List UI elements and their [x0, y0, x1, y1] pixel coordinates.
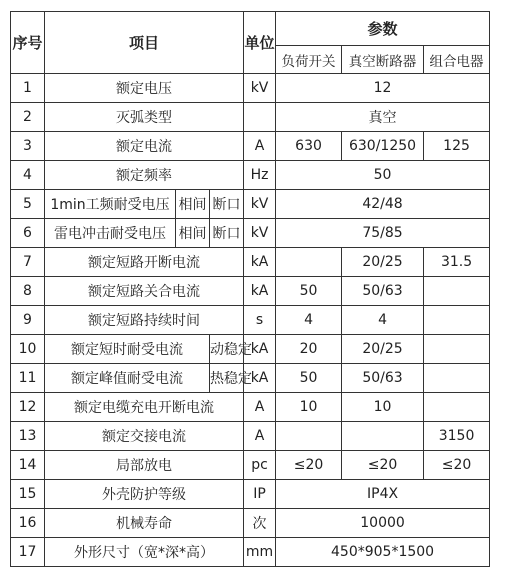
row-value-combined [424, 306, 490, 335]
row-value-load-switch: 20 [276, 335, 342, 364]
row-no: 2 [11, 103, 45, 132]
table-row [11, 393, 490, 422]
table-row [11, 248, 490, 277]
table-row [11, 190, 490, 219]
row-item: 额定交接电流 [45, 422, 244, 451]
row-value: 75/85 [276, 219, 490, 248]
table-row [11, 219, 490, 248]
row-item: 额定短时耐受电流 [45, 335, 210, 364]
row-sub-stability: 动稳定 [210, 335, 244, 364]
row-no: 8 [11, 277, 45, 306]
row-sub-break: 断口 [210, 219, 244, 248]
row-no: 15 [11, 480, 45, 509]
row-value-combined [424, 364, 490, 393]
row-unit [244, 103, 276, 132]
row-item: 额定短路持续时间 [45, 306, 244, 335]
row-item: 额定峰值耐受电流 [45, 364, 210, 393]
header-sub-load-switch: 负荷开关 [276, 46, 342, 74]
row-unit: A [244, 422, 276, 451]
row-value: IP4X [276, 480, 490, 509]
row-value-load-switch [276, 422, 342, 451]
row-unit: A [244, 132, 276, 161]
table-row [11, 335, 490, 364]
row-no: 16 [11, 509, 45, 538]
row-item: 额定短路开断电流 [45, 248, 244, 277]
row-value-combined: 125 [424, 132, 490, 161]
table-row [11, 277, 490, 306]
row-unit: IP [244, 480, 276, 509]
row-no: 7 [11, 248, 45, 277]
row-value-combined: 3150 [424, 422, 490, 451]
row-unit: kV [244, 219, 276, 248]
row-no: 12 [11, 393, 45, 422]
row-value-vacuum-breaker: 10 [342, 393, 424, 422]
row-unit: kA [244, 248, 276, 277]
row-value-combined: 31.5 [424, 248, 490, 277]
row-unit: kV [244, 190, 276, 219]
table-row [11, 132, 490, 161]
row-no: 5 [11, 190, 45, 219]
row-value-vacuum-breaker: 50/63 [342, 277, 424, 306]
row-unit: kA [244, 364, 276, 393]
table-row [11, 103, 490, 132]
row-value: 12 [276, 74, 490, 103]
row-unit: 次 [244, 509, 276, 538]
row-no: 9 [11, 306, 45, 335]
row-item: 雷电冲击耐受电压 [45, 219, 176, 248]
row-value-vacuum-breaker: 20/25 [342, 248, 424, 277]
row-value-load-switch: ≤20 [276, 451, 342, 480]
row-no: 3 [11, 132, 45, 161]
row-value-vacuum-breaker: 20/25 [342, 335, 424, 364]
header-sub-combined: 组合电器 [424, 46, 490, 74]
header-params: 参数 [276, 12, 490, 46]
row-no: 10 [11, 335, 45, 364]
row-no: 14 [11, 451, 45, 480]
row-value-combined [424, 335, 490, 364]
row-sub-break: 断口 [210, 190, 244, 219]
table-row [11, 509, 490, 538]
spec-table [10, 11, 490, 567]
row-value-load-switch [276, 248, 342, 277]
row-value-vacuum-breaker: ≤20 [342, 451, 424, 480]
table-row [11, 451, 490, 480]
row-value-vacuum-breaker: 630/1250 [342, 132, 424, 161]
row-value-load-switch: 10 [276, 393, 342, 422]
row-item: 额定电流 [45, 132, 244, 161]
row-unit: kA [244, 277, 276, 306]
row-sub-phase: 相间 [176, 190, 210, 219]
table-row [11, 74, 490, 103]
header-sub-vacuum-breaker: 真空断路器 [342, 46, 424, 74]
table-row [11, 422, 490, 451]
row-value: 真空 [276, 103, 490, 132]
row-item: 外形尺寸（宽*深*高） [45, 538, 244, 567]
row-item: 额定电缆充电开断电流 [45, 393, 244, 422]
table-row [11, 306, 490, 335]
table-row [11, 364, 490, 393]
row-value-load-switch: 630 [276, 132, 342, 161]
row-no: 11 [11, 364, 45, 393]
row-unit: A [244, 393, 276, 422]
row-value: 50 [276, 161, 490, 190]
row-item: 外壳防护等级 [45, 480, 244, 509]
row-unit: kV [244, 74, 276, 103]
row-value-load-switch: 50 [276, 364, 342, 393]
row-no: 4 [11, 161, 45, 190]
row-no: 6 [11, 219, 45, 248]
row-item: 机械寿命 [45, 509, 244, 538]
row-value-combined: ≤20 [424, 451, 490, 480]
row-item: 额定短路关合电流 [45, 277, 244, 306]
header-unit: 单位 [244, 12, 276, 74]
row-unit: mm [244, 538, 276, 567]
row-value-load-switch: 50 [276, 277, 342, 306]
row-item: 灭弧类型 [45, 103, 244, 132]
row-item: 1min工频耐受电压 [45, 190, 176, 219]
header-row [11, 12, 490, 46]
row-item: 额定电压 [45, 74, 244, 103]
row-unit: kA [244, 335, 276, 364]
table-row [11, 480, 490, 509]
row-value: 42/48 [276, 190, 490, 219]
row-value-vacuum-breaker [342, 422, 424, 451]
row-value-vacuum-breaker: 50/63 [342, 364, 424, 393]
row-no: 13 [11, 422, 45, 451]
row-sub-phase: 相间 [176, 219, 210, 248]
row-no: 17 [11, 538, 45, 567]
row-unit: Hz [244, 161, 276, 190]
row-unit: s [244, 306, 276, 335]
header-item: 项目 [45, 12, 244, 74]
row-value: 450*905*1500 [276, 538, 490, 567]
header-no: 序号 [11, 12, 45, 74]
row-no: 1 [11, 74, 45, 103]
row-value-combined [424, 393, 490, 422]
row-sub-stability: 热稳定 [210, 364, 244, 393]
row-value: 10000 [276, 509, 490, 538]
table-row [11, 161, 490, 190]
row-value-combined [424, 277, 490, 306]
row-unit: pc [244, 451, 276, 480]
table-row [11, 538, 490, 567]
row-value-vacuum-breaker: 4 [342, 306, 424, 335]
row-item: 局部放电 [45, 451, 244, 480]
row-value-load-switch: 4 [276, 306, 342, 335]
row-item: 额定频率 [45, 161, 244, 190]
